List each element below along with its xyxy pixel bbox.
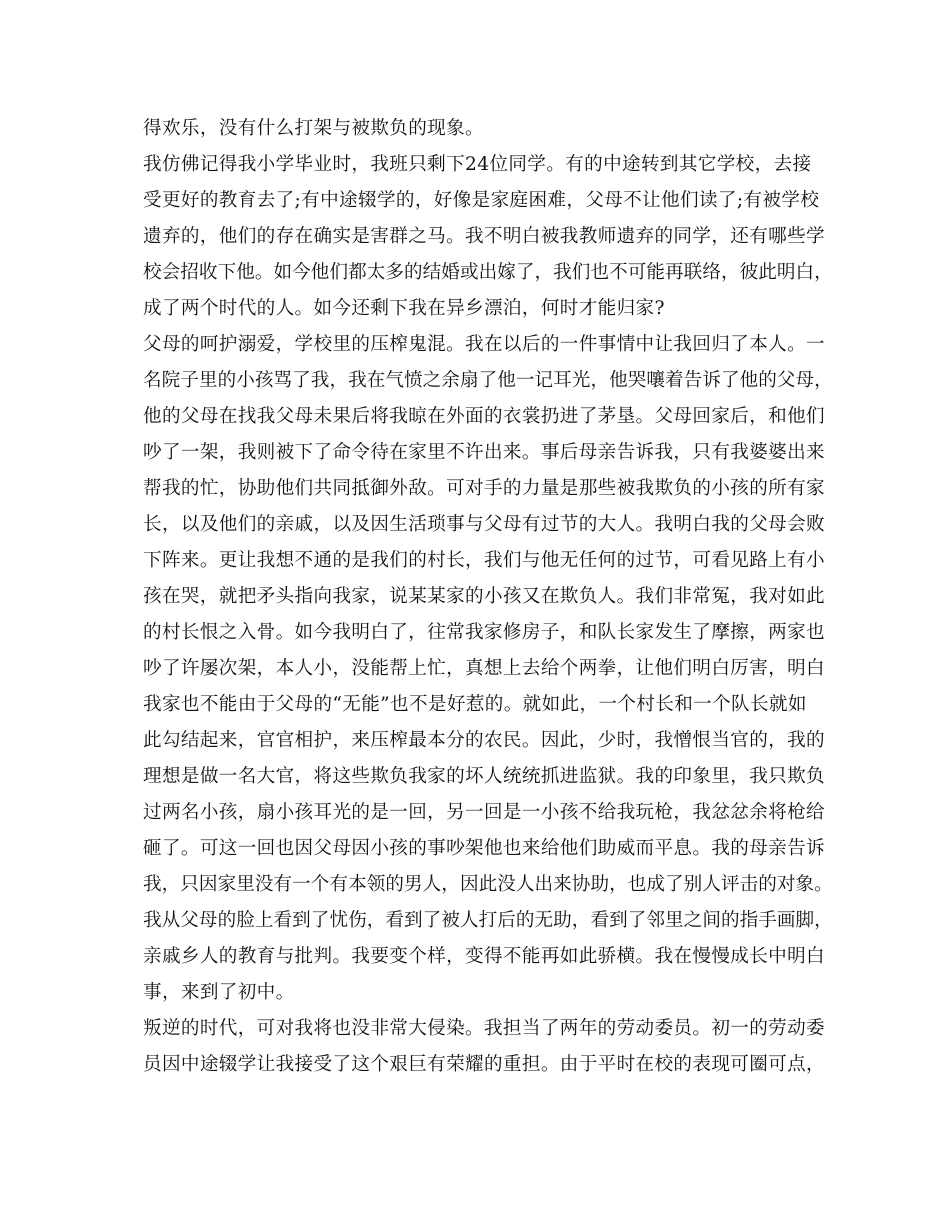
text-line: 吵了一架，我则被下了命令待在家里不许出来。事后母亲告诉我，只有我婆婆出来 bbox=[143, 442, 825, 463]
text-line: 受更好的教育去了;有中途辍学的，好像是家庭困难，父母不让他们读了;有被学校 bbox=[143, 190, 820, 211]
text-line: 成了两个时代的人。如今还剩下我在异乡漂泊，何时才能归家? bbox=[143, 298, 665, 319]
text-line: 此勾结起来，官官相护，来压榨最本分的农民。因此，少时，我憎恨当官的，我的 bbox=[143, 730, 825, 751]
text-line: 帮我的忙，协助他们共同抵御外敌。可对手的力量是那些被我欺负的小孩的所有家 bbox=[143, 478, 825, 499]
text-line: 我仿佛记得我小学毕业时，我班只剩下24位同学。有的中途转到其它学校，去接 bbox=[143, 154, 812, 175]
text-line: 校会招收下他。如今他们都太多的结婚或出嫁了，我们也不可能再联络，彼此明白， bbox=[143, 262, 833, 283]
text-line: 我家也不能由于父母的“无能”也不是好惹的。就如此，一个村长和一个队长就如 bbox=[143, 694, 807, 715]
body-text bbox=[143, 111, 833, 1083]
text-line: 亲戚乡人的教育与批判。我要变个样，变得不能再如此骄横。我在慢慢成长中明白 bbox=[143, 946, 825, 967]
text-line: 长，以及他们的亲戚，以及因生活琐事与父母有过节的大人。我明白我的父母会败 bbox=[143, 514, 825, 535]
text-line: 孩在哭，就把矛头指向我家，说某某家的小孩又在欺负人。我们非常冤，我对如此 bbox=[143, 586, 825, 607]
text-line: 的村长恨之入骨。如今我明白了，往常我家修房子，和队长家发生了摩擦，两家也 bbox=[143, 622, 825, 643]
text-line: 事，来到了初中。 bbox=[143, 982, 295, 1003]
text-line: 砸了。可这一回也因父母因小孩的事吵架他也来给他们助威而平息。我的母亲告诉 bbox=[143, 838, 825, 859]
text-line: 我，只因家里没有一个有本领的男人，因此没人出来协助，也成了别人评击的对象。 bbox=[143, 874, 833, 895]
text-line: 得欢乐，没有什么打架与被欺负的现象。 bbox=[143, 118, 484, 139]
text-line: 过两名小孩，扇小孩耳光的是一回，另一回是一小孩不给我玩枪，我忿忿余将枪给 bbox=[143, 802, 825, 823]
text-line: 遗弃的，他们的存在确实是害群之马。我不明白被我教师遗弃的同学，还有哪些学 bbox=[143, 226, 825, 247]
text-line: 我从父母的脸上看到了忧伤，看到了被人打后的无助，看到了邻里之间的指手画脚， bbox=[143, 910, 833, 931]
text-line: 下阵来。更让我想不通的是我们的村长，我们与他无任何的过节，可看见路上有小 bbox=[143, 550, 825, 571]
text-line: 叛逆的时代，可对我将也没非常大侵染。我担当了两年的劳动委员。初一的劳动委 bbox=[143, 1018, 825, 1039]
text-line: 父母的呵护溺爱，学校里的压榨鬼混。我在以后的一件事情中让我回归了本人。一 bbox=[143, 334, 825, 355]
text-line: 名院子里的小孩骂了我，我在气愤之余扇了他一记耳光，他哭嚷着告诉了他的父母， bbox=[143, 370, 833, 391]
text-line: 员因中途辍学让我接受了这个艰巨有荣耀的重担。由于平时在校的表现可圈可点， bbox=[143, 1054, 825, 1075]
text-line: 吵了许屡次架，本人小，没能帮上忙，真想上去给个两拳，让他们明白厉害，明白 bbox=[143, 658, 825, 679]
text-line: 理想是做一名大官，将这些欺负我家的坏人统统抓进监狱。我的印象里，我只欺负 bbox=[143, 766, 825, 787]
text-line: 他的父母在找我父母未果后将我晾在外面的衣裳扔进了茅垦。父母回家后，和他们 bbox=[143, 406, 825, 427]
